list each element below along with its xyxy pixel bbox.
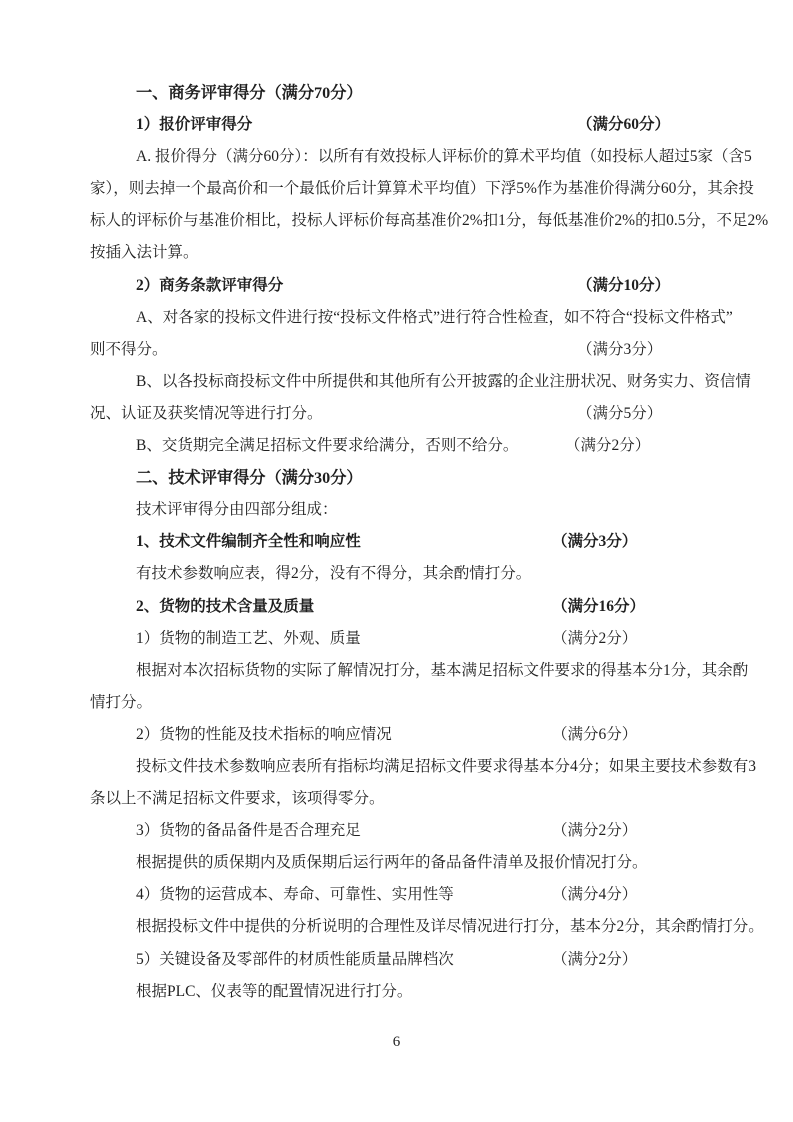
line-text: 则不得分。 <box>90 340 168 358</box>
score-label: （满分6分） <box>552 725 638 743</box>
line-text: 根据PLC、仪表等的配置情况进行打分。 <box>136 982 413 1000</box>
line-text: 二、技术评审得分（满分30分） <box>136 469 363 488</box>
text-line <box>90 334 755 366</box>
line-text: 根据投标文件中提供的分析说明的合理性及详尽情况进行打分，基本分2分，其余酌情打分。 <box>136 918 764 936</box>
line-text: 1）货物的制造工艺、外观、质量 <box>136 629 361 647</box>
text-line <box>90 237 755 269</box>
line-text: 况、认证及获奖情况等进行打分。 <box>90 404 323 422</box>
text-line <box>90 462 755 494</box>
score-label: （满分5分） <box>577 404 663 422</box>
line-text: 技术评审得分由四部分组成： <box>136 501 338 519</box>
line-text: 根据对本次招标货物的实际了解情况打分，基本满足招标文件要求的得基本分1分，其余酌 <box>136 661 749 679</box>
line-text: 一、商务评审得分（满分70分） <box>136 84 363 102</box>
line-text: 条以上不满足招标文件要求，该项得零分。 <box>90 790 385 808</box>
line-text: B、交货期完全满足招标文件要求给满分，否则不给分。 <box>136 437 519 455</box>
text-line <box>90 911 764 943</box>
text-line <box>90 302 755 334</box>
score-label: （满分2分） <box>552 822 638 840</box>
line-text: 2、货物的技术含量及质量 <box>136 597 315 615</box>
score-label: （满分16分） <box>552 597 646 615</box>
text-line <box>90 815 755 847</box>
score-label: （满分10分） <box>577 276 671 294</box>
line-text: 1）报价评审得分 <box>136 116 253 134</box>
text-line <box>90 77 755 109</box>
line-text: 2）商务条款评审得分 <box>136 276 284 294</box>
text-line <box>90 751 755 783</box>
score-label: （满分3分） <box>552 533 638 551</box>
text-line <box>90 494 755 526</box>
line-text: B、以各投标商投标文件中所提供和其他所有公开披露的企业注册状况、财务实力、资信情 <box>136 372 751 390</box>
line-text: 1、技术文件编制齐全性和响应性 <box>136 533 361 551</box>
text-line <box>90 366 755 398</box>
text-line <box>90 879 755 911</box>
text-line <box>90 141 755 173</box>
score-label: （满分4分） <box>552 886 638 904</box>
score-label: （满分60分） <box>577 116 671 134</box>
page-number: 6 <box>392 1034 401 1050</box>
text-line <box>90 430 755 462</box>
line-text: 投标文件技术参数响应表所有指标均满足招标文件要求得基本分4分；如果主要技术参数有3 <box>136 757 757 775</box>
line-text: 标人的评标价与基准价相比，投标人评标价每高基准价2%扣1分，每低基准价2%的扣0.5分，不足2% <box>90 212 769 230</box>
score-label: （满分2分） <box>565 437 651 455</box>
text-line <box>90 205 769 237</box>
line-text: 有技术参数响应表，得2分，没有不得分，其余酌情打分。 <box>136 565 532 583</box>
text-line <box>90 623 755 655</box>
text-line <box>90 526 755 558</box>
line-text: A、对各家的投标文件进行按“投标文件格式”进行符合性检查，如不符合“投标文件格式” <box>136 308 733 326</box>
text-line <box>90 783 755 815</box>
score-label: （满分2分） <box>552 629 638 647</box>
text-line <box>90 976 755 1008</box>
line-text: 根据提供的质保期内及质保期后运行两年的备品备件清单及报价情况打分。 <box>136 854 648 872</box>
text-line <box>90 109 755 141</box>
line-text: 4）货物的运营成本、寿命、可靠性、实用性等 <box>136 886 454 904</box>
document-content <box>90 77 769 1008</box>
line-text: 情打分。 <box>90 693 153 711</box>
text-line <box>90 687 755 719</box>
text-line <box>90 655 755 687</box>
line-text: 2）货物的性能及技术指标的响应情况 <box>136 725 392 743</box>
text-line <box>90 173 755 205</box>
line-text: A. 报价得分（满分60分）：以所有有效投标人评标价的算术平均值（如投标人超过5家（含5 <box>136 148 752 166</box>
line-text: 5）关键设备及零部件的材质性能质量品牌档次 <box>136 950 454 968</box>
text-line <box>90 591 755 623</box>
score-label: （满分3分） <box>577 340 663 358</box>
score-label: （满分2分） <box>552 950 638 968</box>
text-line <box>90 719 755 751</box>
text-line <box>90 270 755 302</box>
text-line <box>90 398 755 430</box>
text-line <box>90 944 755 976</box>
text-line <box>90 847 755 879</box>
line-text: 家），则去掉一个最高价和一个最低价后计算算术平均值）下浮5%作为基准价得满分60分，其余投 <box>90 180 754 198</box>
line-text: 3）货物的备品备件是否合理充足 <box>136 822 361 840</box>
text-line <box>90 558 755 590</box>
line-text: 按插入法计算。 <box>90 244 199 262</box>
